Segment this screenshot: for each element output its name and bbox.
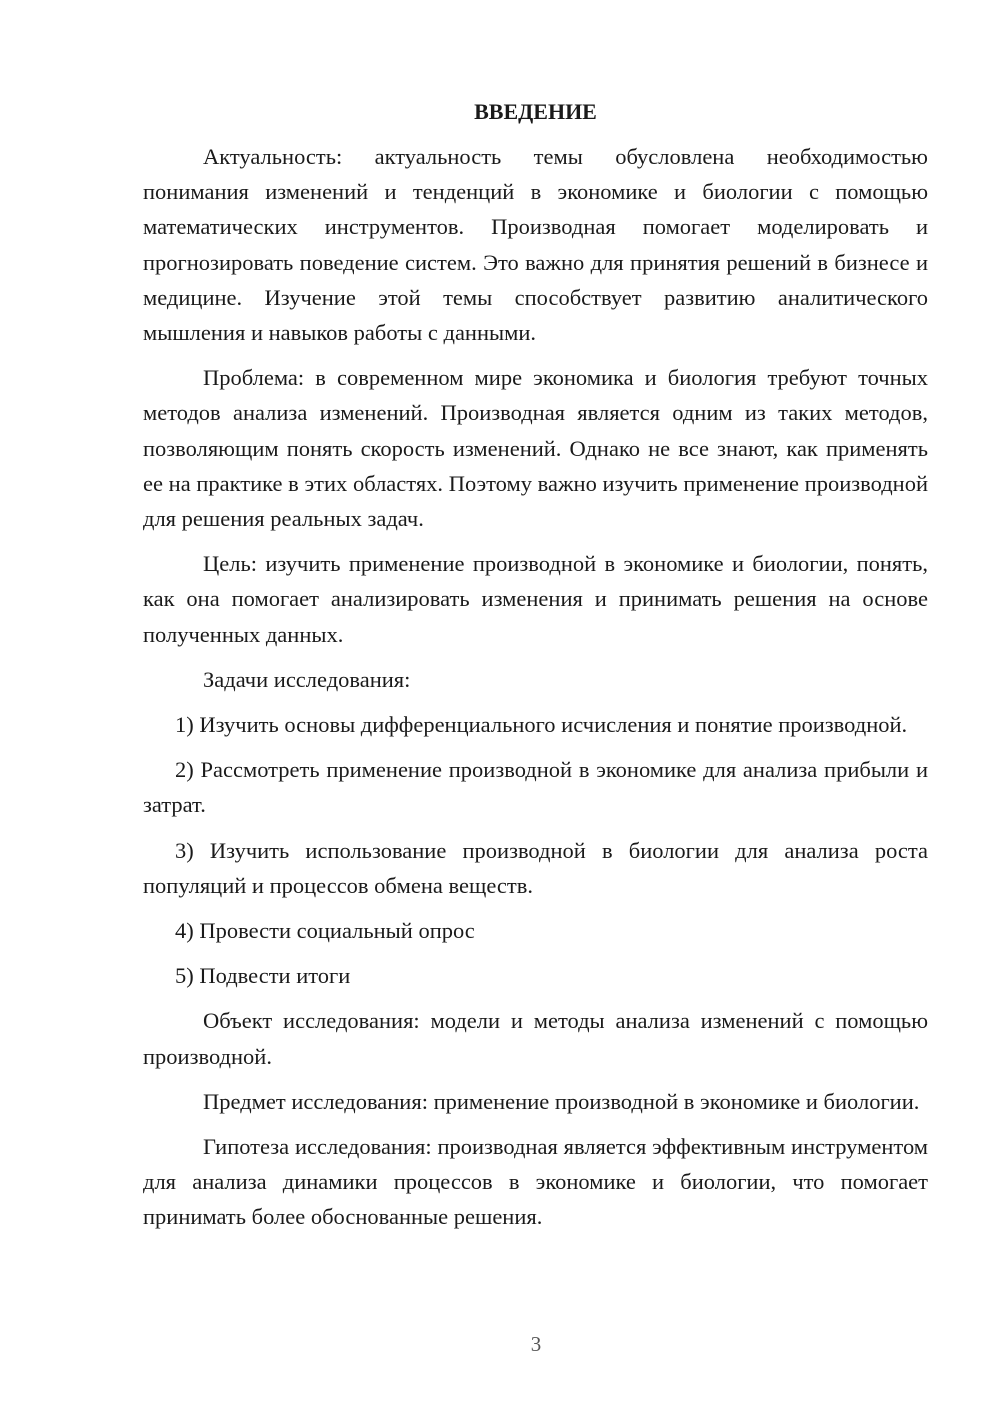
subject-paragraph: Предмет исследования: применение производной в экономике и биологии. (203, 1088, 920, 1114)
relevance-paragraph: Актуальность: актуальность темы обусловлена необходимостью понимания изменений и тенденций в экономике и биологии с помощью математических инструментов. Производная помогает моделировать и прогнозировать поведение систем. Это важно для принятия решений в бизнесе и медицине. Изучение этой темы способствует развитию аналитического мышления и навыков работы с данными. (143, 144, 928, 346)
problem-paragraph: Проблема: в современном мире экономика и биология требуют точных методов анализа изменений. Производная является одним из таких методов, позволяющим понять скорость изменений. Однако не все знают, как применять ее на практике в этих областях. Поэтому важно изучить применение производной для решения реальных задач. (143, 365, 928, 532)
task-item-5: 5) Подвести итоги (175, 963, 351, 989)
tasks-heading: Задачи исследования: (203, 666, 411, 692)
goal-paragraph: Цель: изучить применение производной в экономике и биологии, понять, как она помогает анализировать изменения и принимать решения на основе полученных данных. (143, 551, 928, 647)
task-item-4: 4) Провести социальный опрос (175, 918, 475, 944)
task-item-1: 1) Изучить основы дифференциального исчисления и понятие производной. (175, 712, 908, 738)
page-content (143, 94, 928, 1245)
hypothesis-paragraph: Гипотеза исследования: производная является эффективным инструментом для анализа динамики процессов в экономике и биологии, что помогает принимать более обоснованные решения. (143, 1134, 928, 1230)
task-item-2: 2) Рассмотреть применение производной в экономике для анализа прибыли и затрат. (143, 757, 928, 818)
page-number: 3 (530, 1332, 542, 1356)
page-title: ВВЕДЕНИЕ (474, 99, 597, 124)
task-item-3: 3) Изучить использование производной в биологии для анализа роста популяций и процессов обмена веществ. (143, 837, 928, 898)
object-paragraph: Объект исследования: модели и методы анализа изменений с помощью производной. (143, 1008, 928, 1069)
